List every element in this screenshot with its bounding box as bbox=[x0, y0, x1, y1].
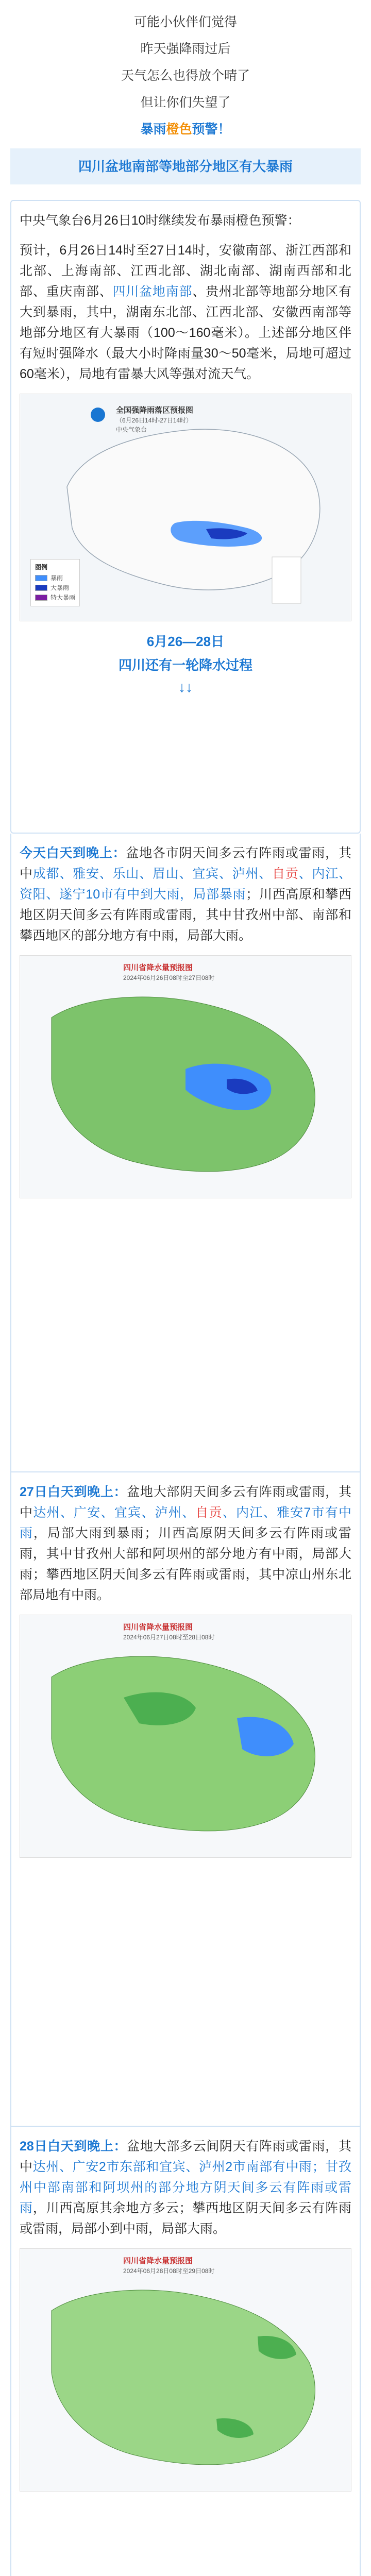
legend-item bbox=[35, 583, 75, 592]
map-legend bbox=[30, 559, 80, 606]
legend-item bbox=[35, 593, 75, 602]
map27-title: 四川省降水量预报图 bbox=[123, 1623, 193, 1632]
legend-label: 大暴雨 bbox=[50, 584, 70, 591]
day28-hl1: 达州、广安2市东部和宜宾、泸州2市南部有中雨；甘孜州中部南部和阿坝州的部分地方阴天间多云有阵雨或雷雨 bbox=[20, 2160, 351, 2215]
day26-lead: 今天白天到晚上： bbox=[20, 846, 126, 860]
cma-logo-icon bbox=[91, 408, 105, 422]
map26-subtitle: 2024年06月26日08时至27日08时 bbox=[123, 974, 215, 981]
warning-detail-highlight: 四川盆地南部 bbox=[112, 284, 193, 299]
day26-red: 自贡 bbox=[272, 867, 299, 881]
day26-b: ；川西高原和攀西地区阴天间多云有阵雨或雷雨，其中甘孜州中部、南部和攀西地区的部分地方有中雨，局部大雨。 bbox=[20, 887, 351, 943]
sichuan-map-26 bbox=[20, 955, 351, 1198]
day26-hl1: 成都、雅安、乐山、眉山、宜宾、泸州、 bbox=[32, 867, 273, 881]
warning-section bbox=[10, 200, 361, 834]
sichuan-map-26-graphic bbox=[20, 956, 351, 1198]
legend-label: 特大暴雨 bbox=[50, 594, 76, 601]
day28-text bbox=[20, 2136, 351, 2239]
warning-intro: 中央气象台6月26日10时继续发布暴雨橙色预警： bbox=[20, 213, 300, 228]
day26-text bbox=[20, 843, 351, 946]
intro-lines bbox=[0, 0, 371, 137]
day28-lead: 28日白天到晚上： bbox=[20, 2139, 127, 2154]
national-map-title: 全国强降雨落区预报图 bbox=[116, 406, 194, 415]
day27-hl2: 、内江、雅安7市有中雨 bbox=[20, 1505, 351, 1540]
day27-lead: 27日白天到晚上： bbox=[20, 1485, 127, 1499]
day27-text bbox=[20, 1482, 351, 1605]
headline: 四川盆地南部等地部分地区有大暴雨 bbox=[10, 148, 361, 184]
national-map-org: 中央气象台 bbox=[116, 426, 147, 433]
alert-orange: 橙色 bbox=[166, 122, 192, 137]
sichuan-map-28 bbox=[20, 2248, 351, 2492]
period-subtitle: 四川还有一轮降水过程 bbox=[118, 657, 252, 673]
sichuan-map-28-graphic bbox=[20, 2249, 351, 2491]
map28-title: 四川省降水量预报图 bbox=[123, 2257, 193, 2265]
down-arrows-icon: ↓↓ bbox=[178, 679, 193, 695]
day28-a: 盆地大部多云间阴天有阵雨或雷雨，其中 bbox=[20, 2139, 351, 2174]
legend-title: 图例 bbox=[35, 564, 48, 571]
day27-red: 自贡 bbox=[195, 1505, 223, 1520]
warning-detail-a: 预计，6月26日14时至27日14时，安徽南部、浙江西部和北部、上海南部、江西北部、湖北南部、湖南西部和北部、重庆南部、 bbox=[20, 243, 351, 299]
sichuan-map-27-graphic bbox=[20, 1615, 351, 1857]
intro-line-3: 天气怎么也得放个晴了 bbox=[121, 69, 250, 83]
alert-pre: 暴雨 bbox=[140, 122, 166, 137]
sichuan-map-27 bbox=[20, 1615, 351, 1858]
national-rain-map bbox=[20, 394, 351, 621]
day26-a: 盆地各市阴天间多云有阵雨或雷雨，其中 bbox=[20, 846, 351, 881]
day26-section bbox=[10, 834, 361, 1472]
map26-title: 四川省降水量预报图 bbox=[123, 963, 193, 972]
intro-line-2: 昨天强降雨过后 bbox=[140, 42, 231, 56]
day28-section bbox=[10, 2127, 361, 2576]
map28-subtitle: 2024年06月28日08时至29日08时 bbox=[123, 2267, 215, 2275]
day27-hl1: 达州、广安、宜宾、泸州、 bbox=[33, 1505, 196, 1520]
period-title: 6月26—28日 bbox=[146, 634, 225, 649]
intro-line-1: 可能小伙伴们觉得 bbox=[133, 15, 237, 29]
day27-b: ，局部大雨到暴雨；川西高原阴天间多云有阵雨或雷雨，其中甘孜州大部和阿坝州的部分地方有中雨，局部大雨；攀西地区阴天间多云有阵雨或雷雨，其中凉山州东北部局地有中雨。 bbox=[20, 1526, 351, 1602]
national-map-subtitle: （6月26日14时-27日14时） bbox=[116, 417, 193, 424]
alert-post: 预警！ bbox=[192, 122, 231, 137]
legend-label: 暴雨 bbox=[50, 574, 63, 582]
legend-item bbox=[35, 573, 75, 582]
day28-b: ，川西高原其余地方多云；攀西地区阴天间多云有阵雨或雷雨，局部小到中雨，局部大雨。 bbox=[20, 2201, 351, 2236]
day27-a: 盆地大部阴天间多云有阵雨或雷雨，其中 bbox=[20, 1485, 351, 1520]
map27-subtitle: 2024年06月27日08时至28日08时 bbox=[123, 1634, 215, 1641]
warning-detail bbox=[20, 240, 351, 384]
day26-hl2: 、内江、资阳、遂宁10市有中到大雨，局部暴雨 bbox=[20, 867, 351, 902]
alert-line bbox=[0, 122, 371, 137]
warning-detail-b: 、贵州北部等地部分地区有大到暴雨，其中，湖南东北部、江西北部、安徽西南部等地部分地区有大暴雨（100～160毫米）。上述部分地区伴有短时强降水（最大小时降雨量30～50毫米，局地可超过60毫米），局地有雷暴大风等强对流天气。 bbox=[20, 284, 351, 381]
intro-line-4: 但让你们失望了 bbox=[140, 95, 231, 110]
day27-section bbox=[10, 1472, 361, 2127]
